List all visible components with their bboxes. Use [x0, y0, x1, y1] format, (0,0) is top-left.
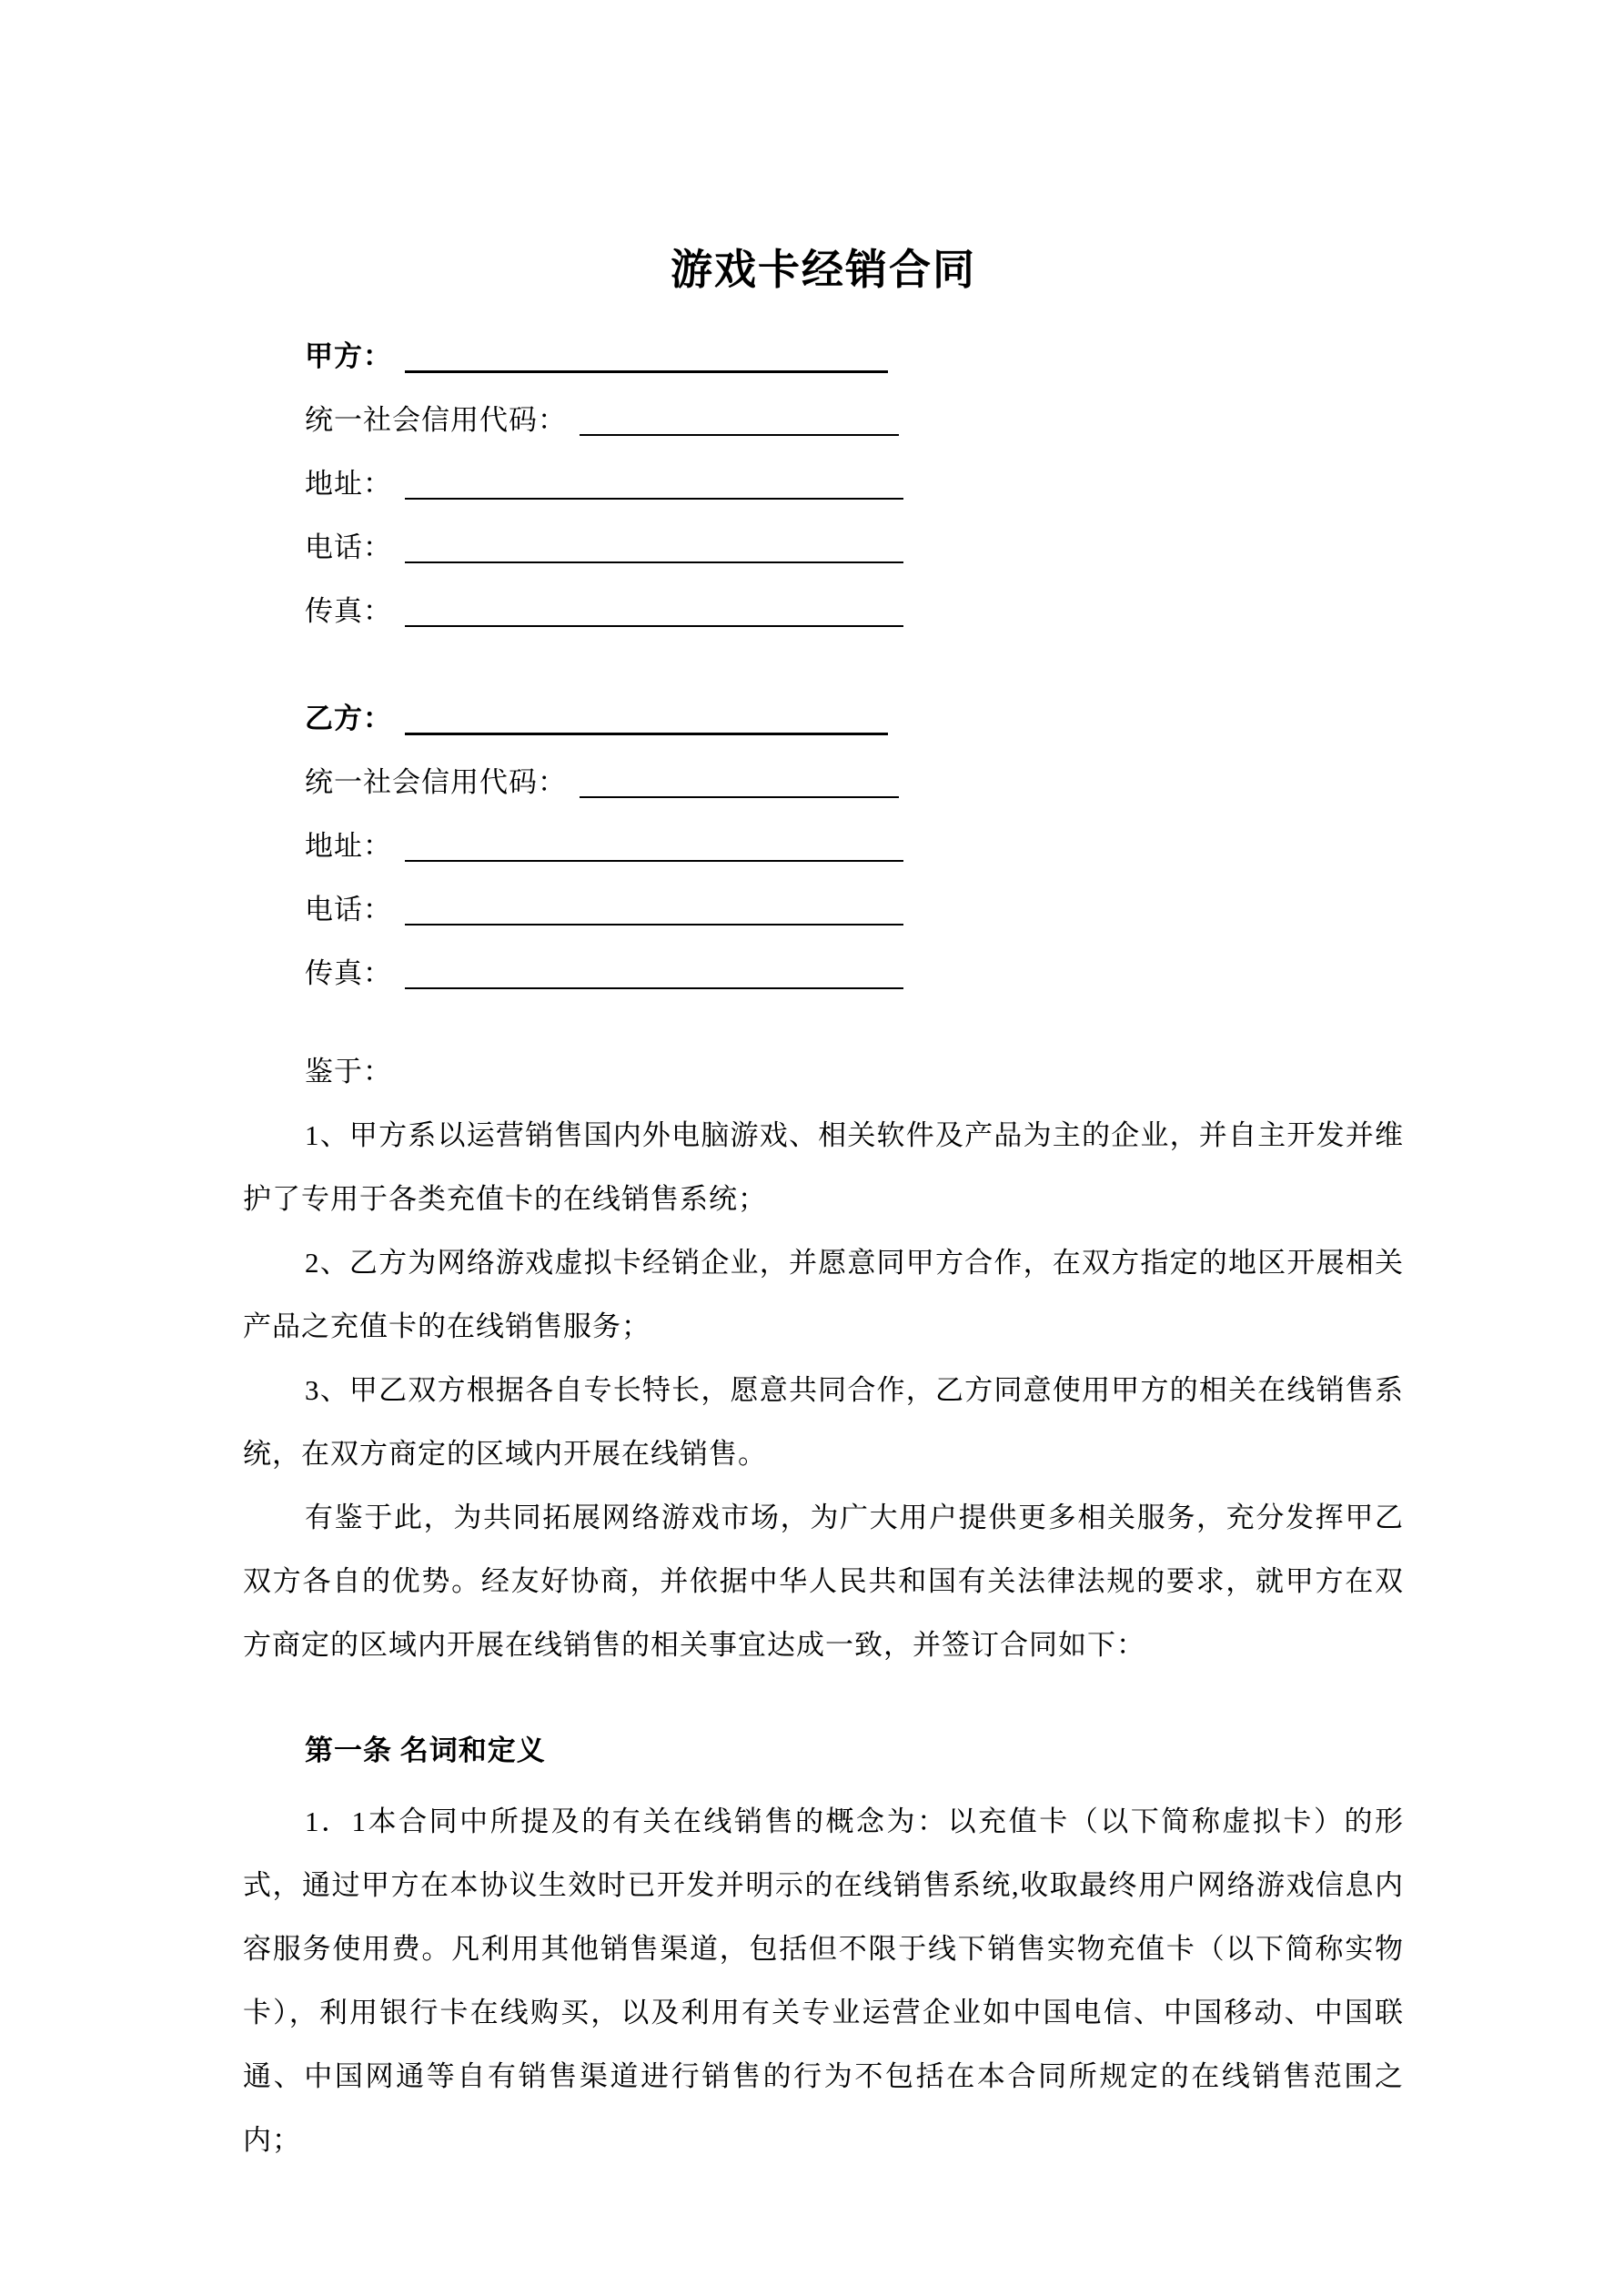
- party-b-address-blank[interactable]: [405, 824, 903, 862]
- contract-title: 游戏卡经销合同: [671, 246, 976, 293]
- party-b-fax-blank[interactable]: [405, 951, 903, 989]
- party-b-credit-code-blank[interactable]: [580, 760, 899, 798]
- whereas-label: 鉴于：: [305, 1056, 392, 1087]
- party-a-name-label: 甲方：: [305, 339, 392, 372]
- party-a-credit-code-label: 统一社会信用代码：: [305, 403, 567, 436]
- party-b-phone-blank[interactable]: [405, 887, 903, 925]
- party-b-credit-code-row: [243, 747, 1404, 811]
- party-a-name-blank[interactable]: [405, 334, 888, 373]
- party-a-section: [243, 321, 1404, 640]
- party-a-name-row: [243, 321, 1404, 385]
- party-b-credit-code-label: 统一社会信用代码：: [305, 765, 567, 798]
- recital-2: 2、乙方为网络游戏虚拟卡经销企业，并愿意同甲方合作，在双方指定的地区开展相关产品之充值卡的在线销售服务；: [243, 1247, 1404, 1342]
- party-a-phone-blank[interactable]: [405, 525, 903, 563]
- article-1-heading: 第一条 名词和定义: [305, 1735, 546, 1766]
- party-b-phone-row: [243, 875, 1404, 938]
- party-b-fax-label: 传真：: [305, 956, 392, 989]
- party-a-fax-label: 传真：: [305, 594, 392, 627]
- party-b-address-label: 地址：: [305, 829, 392, 862]
- clause-1-1: 1．1本合同中所提及的有关在线销售的概念为：以充值卡（以下简称虚拟卡）的形式，通过甲方在本协议生效时已开发并明示的在线销售系统,收取最终用户网络游戏信息内容服务使用费。凡利用其他销售渠道，包括但不限于线下销售实物充值卡（以下简称实物卡），利用银行卡在线购买，以及利用有关专业运营企业如中国电信、中国移动、中国联通、中国网通等自有销售渠道进行销售的行为不包括在本合同所规定的在线销售范围之内；: [243, 1805, 1404, 2156]
- party-a-address-row: [243, 449, 1404, 512]
- party-b-name-row: [243, 683, 1404, 747]
- contract-body: [243, 1040, 1404, 2172]
- party-a-credit-code-row: [243, 385, 1404, 449]
- recital-3: 3、甲乙双方根据各自专长特长，愿意共同合作，乙方同意使用甲方的相关在线销售系统，在双方商定的区域内开展在线销售。: [243, 1374, 1404, 1470]
- party-b-section: [243, 683, 1404, 1002]
- party-a-address-label: 地址：: [305, 467, 392, 500]
- party-a-fax-row: [243, 576, 1404, 640]
- party-b-name-label: 乙方：: [305, 702, 392, 734]
- party-b-fax-row: [243, 938, 1404, 1002]
- party-a-phone-row: [243, 512, 1404, 576]
- party-a-credit-code-blank[interactable]: [580, 398, 899, 436]
- party-a-phone-label: 电话：: [305, 531, 392, 563]
- party-b-phone-label: 电话：: [305, 893, 392, 925]
- party-a-fax-blank[interactable]: [405, 589, 903, 627]
- recital-1: 1、甲方系以运营销售国内外电脑游戏、相关软件及产品为主的企业，并自主开发并维护了专用于各类充值卡的在线销售系统；: [243, 1119, 1404, 1215]
- party-b-address-row: [243, 811, 1404, 875]
- party-b-name-blank[interactable]: [405, 696, 888, 735]
- closing-paragraph: 有鉴于此，为共同拓展网络游戏市场，为广大用户提供更多相关服务，充分发挥甲乙双方各自的优势。经友好协商，并依据中华人民共和国有关法律法规的要求，就甲方在双方商定的区域内开展在线销售的相关事宜达成一致，并签订合同如下：: [243, 1502, 1404, 1661]
- party-a-address-blank[interactable]: [405, 461, 903, 500]
